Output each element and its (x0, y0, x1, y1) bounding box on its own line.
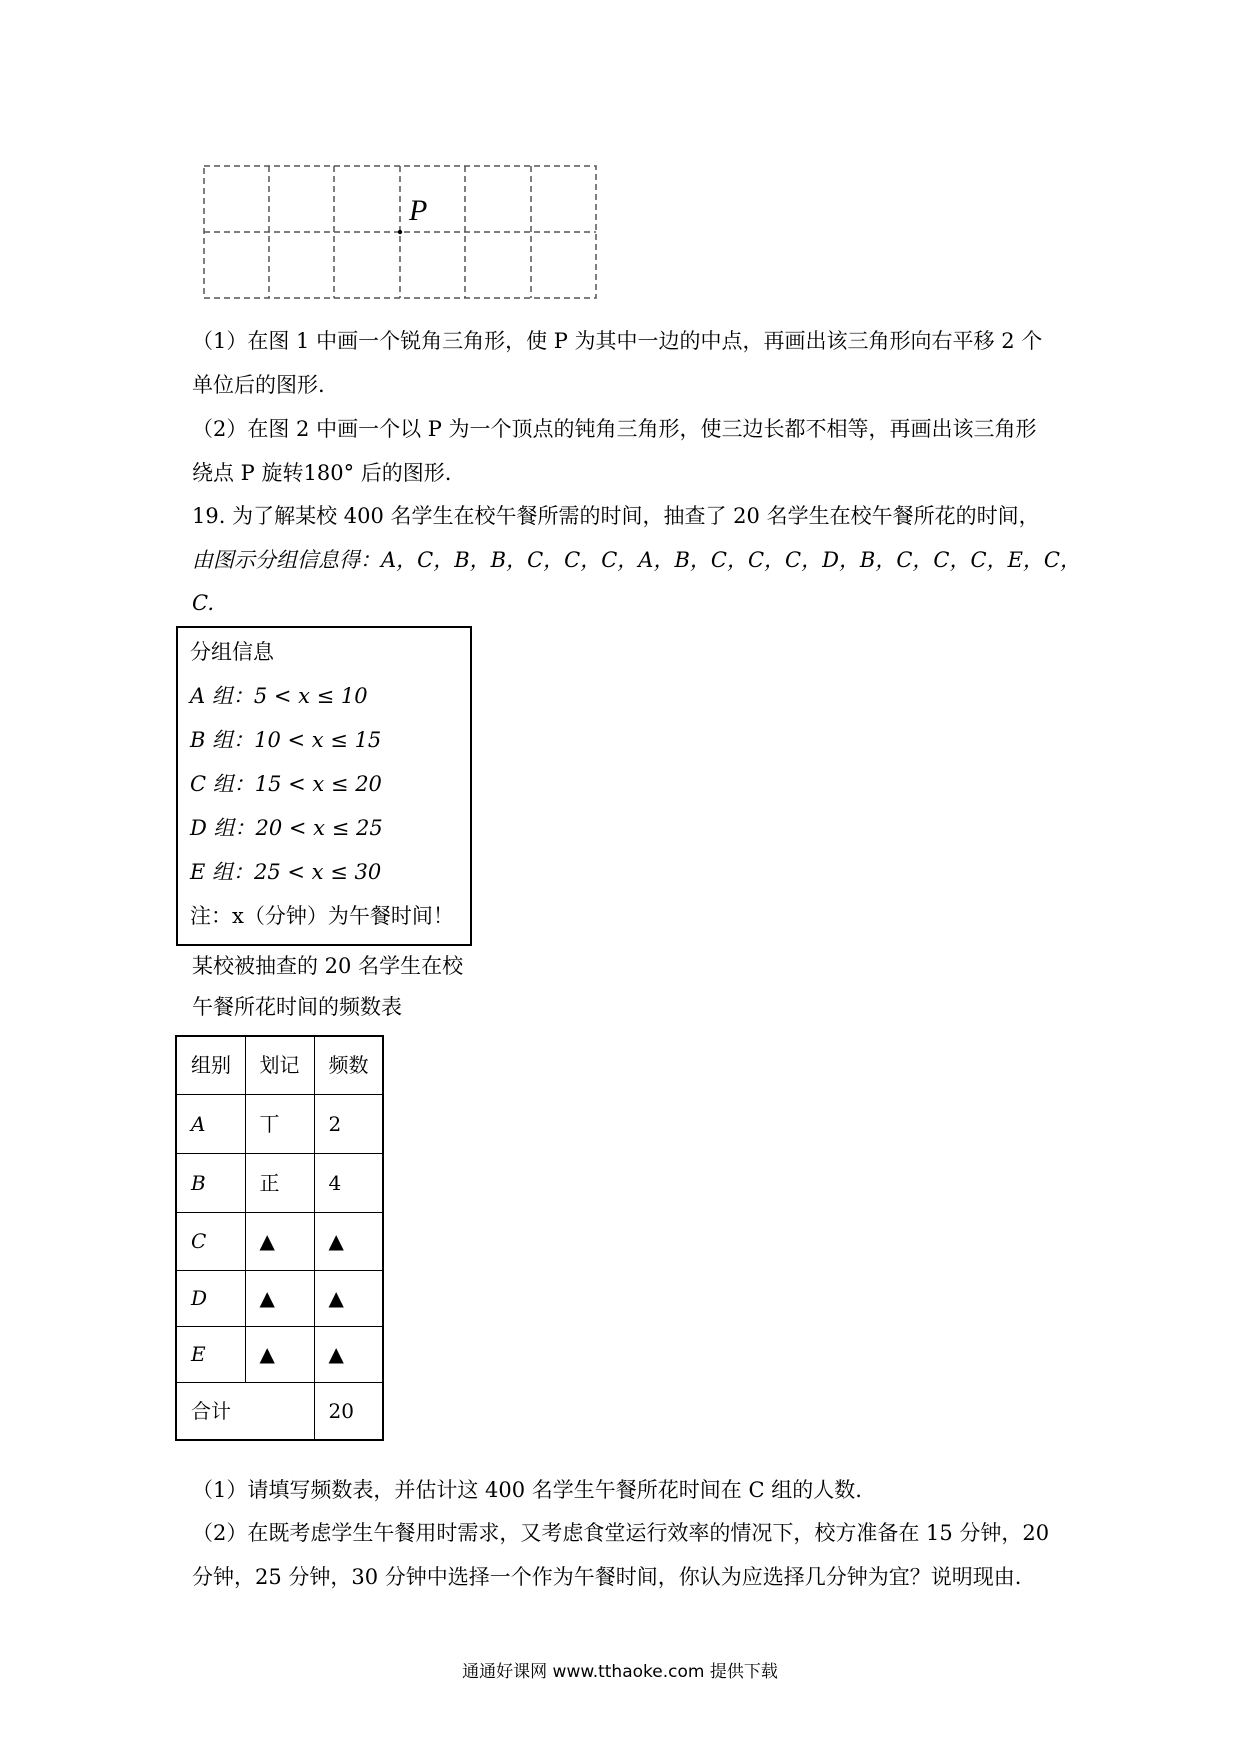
header-count: 频数 (314, 1036, 383, 1094)
q18-part2-line1: （2）在图 2 中画一个以 P 为一个顶点的钝角三角形，使三边长都不相等，再画出该三角形 (192, 417, 1037, 441)
row-tally: 丅 (245, 1094, 314, 1153)
q18-part2-line2: 绕点 P 旋转180° 后的图形. (192, 461, 452, 485)
total-label: 合计 (176, 1382, 314, 1440)
table-row (176, 1270, 383, 1326)
header-tally: 划记 (245, 1036, 314, 1094)
row-tally: ▲ (245, 1270, 314, 1326)
row-count: 4 (314, 1153, 383, 1212)
info-box-note: 注：x（分钟）为午餐时间！ (190, 904, 454, 928)
row-tally: ▲ (245, 1326, 314, 1382)
row-group: C (176, 1212, 245, 1270)
row-group: B (176, 1153, 245, 1212)
table-row (176, 1153, 383, 1212)
row-group: A (176, 1094, 245, 1153)
q19-intro-line2: 由图示分组信息得：A，C，B，B，C，C，C，A，B，C，C，C，D，B，C，C，C，E，C， (192, 548, 1081, 572)
frequency-table (175, 1035, 384, 1441)
group-info-box (176, 626, 472, 946)
group-c-range: C 组：15 < x ≤ 20 (190, 772, 382, 796)
row-tally: 正 (245, 1153, 314, 1212)
total-value: 20 (314, 1382, 383, 1440)
point-p (398, 230, 402, 234)
grid-figure (203, 165, 603, 305)
info-box-title: 分组信息 (190, 640, 274, 664)
row-count: ▲ (314, 1326, 383, 1382)
row-group: D (176, 1270, 245, 1326)
row-count: ▲ (314, 1212, 383, 1270)
q19-intro-line1: 19. 为了解某校 400 名学生在校午餐所需的时间，抽查了 20 名学生在校午餐所花的时间， (192, 504, 1040, 528)
page-footer: 通通好课网 www.tthaoke.com 提供下载 (462, 1662, 778, 1682)
point-p-label: P (409, 194, 428, 227)
group-a-range: A 组：5 < x ≤ 10 (190, 684, 368, 708)
table-caption-line2: 午餐所花时间的频数表 (192, 995, 402, 1019)
table-total-row (176, 1382, 383, 1440)
q19-part2-line1: （2）在既考虑学生午餐用时需求，又考虑食堂运行效率的情况下，校方准备在 15 分钟，20 (192, 1521, 1050, 1545)
q18-part1-line2: 单位后的图形. (192, 373, 325, 397)
group-e-range: E 组：25 < x ≤ 30 (190, 860, 382, 884)
table-row (176, 1094, 383, 1153)
table-header-row (176, 1036, 383, 1094)
table-caption-line1: 某校被抽查的 20 名学生在校 (192, 954, 464, 978)
q19-part1: （1）请填写频数表，并估计这 400 名学生午餐所花时间在 C 组的人数. (192, 1478, 862, 1502)
group-d-range: D 组：20 < x ≤ 25 (190, 816, 383, 840)
row-tally: ▲ (245, 1212, 314, 1270)
q19-part2-line2: 分钟，25 分钟，30 分钟中选择一个作为午餐时间，你认为应选择几分钟为宜？说明现由. (192, 1565, 1022, 1589)
q18-part1-line1: （1）在图 1 中画一个锐角三角形，使 P 为其中一边的中点，再画出该三角形向右平移 2 个 (192, 329, 1043, 353)
group-b-range: B 组：10 < x ≤ 15 (190, 728, 382, 752)
table-row (176, 1212, 383, 1270)
table-row (176, 1326, 383, 1382)
row-count: ▲ (314, 1270, 383, 1326)
row-group: E (176, 1326, 245, 1382)
row-count: 2 (314, 1094, 383, 1153)
q19-intro-line3: C. (192, 591, 214, 615)
header-group: 组别 (176, 1036, 245, 1094)
